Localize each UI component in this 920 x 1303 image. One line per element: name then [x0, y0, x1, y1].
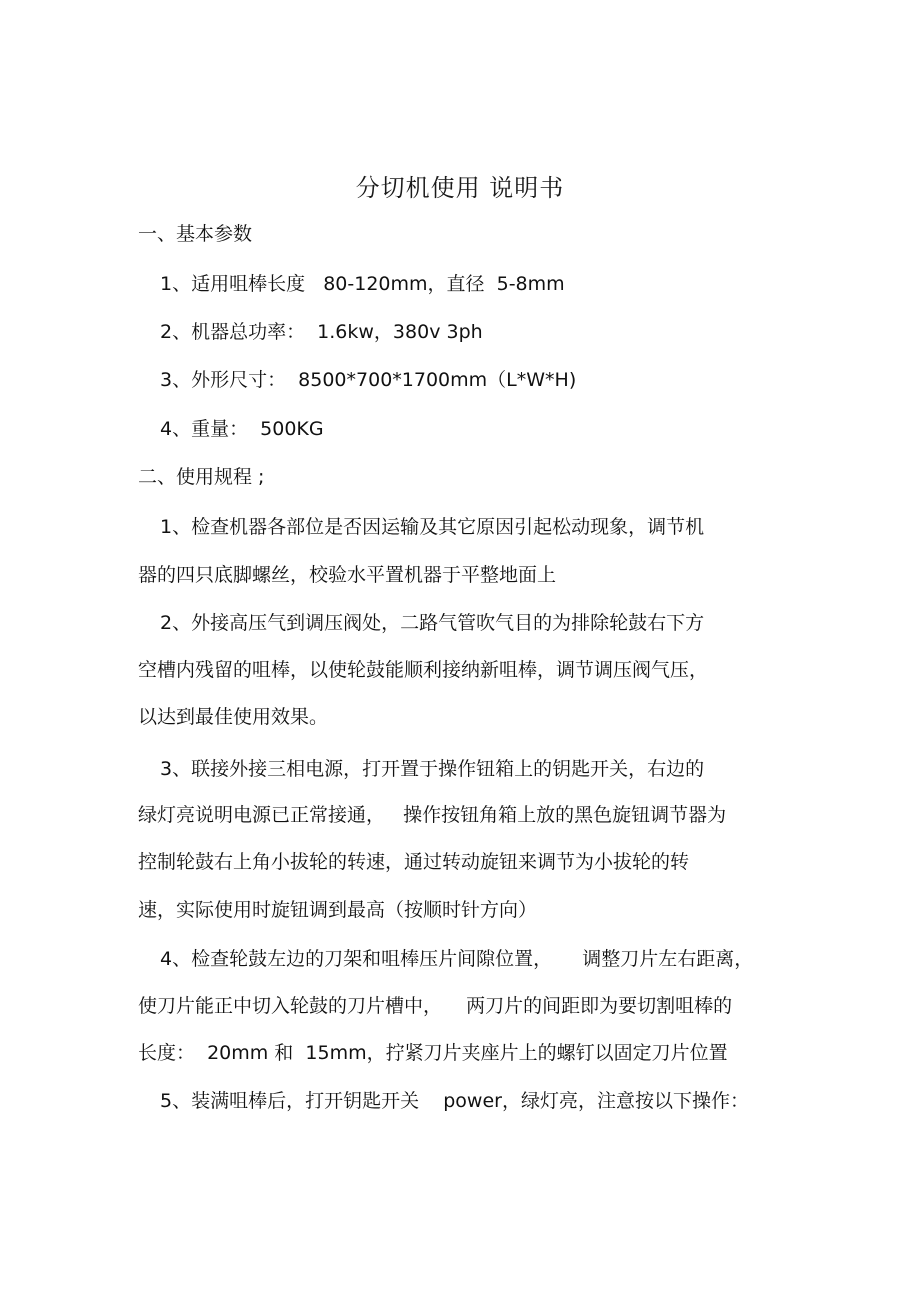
parameter-item: 4、重量： 500KG: [160, 418, 324, 440]
parameter-item: 3、外形尺寸： 8500*700*1700mm（L*W*H): [160, 369, 577, 391]
parameter-item: 1、适用咀棒长度 80-120mm，直径 5-8mm: [160, 273, 565, 295]
step-paragraph-line: 3、联接外接三相电源，打开置于操作钮箱上的钥匙开关，右边的: [160, 758, 705, 780]
document-title: 分切机使用 说明书: [355, 174, 565, 202]
step-paragraph-line: 以达到最佳使用效果。: [138, 706, 329, 728]
step-paragraph-line: 长度： 20mm 和 15mm，拧紧刀片夹座片上的螺钉以固定刀片位置: [138, 1042, 728, 1064]
step-paragraph-line: 速，实际使用时旋钮调到最高（按顺时针方向）: [138, 899, 538, 921]
step-paragraph-line: 绿灯亮说明电源已正常接通， 操作按钮角箱上放的黑色旋钮调节器为: [138, 804, 727, 826]
step-paragraph-line: 空槽内残留的咀棒，以使轮鼓能顺利接纳新咀棒，调节调压阀气压，: [138, 659, 709, 681]
step-paragraph-line: 5、装满咀棒后，打开钥匙开关 power，绿灯亮，注意按以下操作：: [160, 1090, 749, 1112]
section-heading-basic-parameters: 一、基本参数: [138, 223, 253, 245]
step-paragraph-line: 控制轮鼓右上角小拔轮的转速，通过转动旋钮来调节为小拔轮的转: [138, 851, 690, 873]
step-paragraph-line: 2、外接高压气到调压阀处，二路气管吹气目的为排除轮鼓右下方: [160, 612, 705, 634]
parameter-item: 2、机器总功率： 1.6kw，380v 3ph: [160, 321, 483, 343]
step-paragraph-line: 使刀片能正中切入轮鼓的刀片槽中， 两刀片的间距即为要切割咀棒的: [138, 995, 733, 1017]
section-heading-operating-procedure: 二、使用规程 ;: [138, 466, 265, 488]
step-paragraph-line: 4、检查轮鼓左边的刀架和咀棒压片间隙位置， 调整刀片左右距离，: [160, 948, 754, 970]
step-paragraph-line: 1、检查机器各部位是否因运输及其它原因引起松动现象，调节机: [160, 516, 705, 538]
step-paragraph-line: 器的四只底脚螺丝，校验水平置机器于平整地面上: [138, 564, 557, 586]
